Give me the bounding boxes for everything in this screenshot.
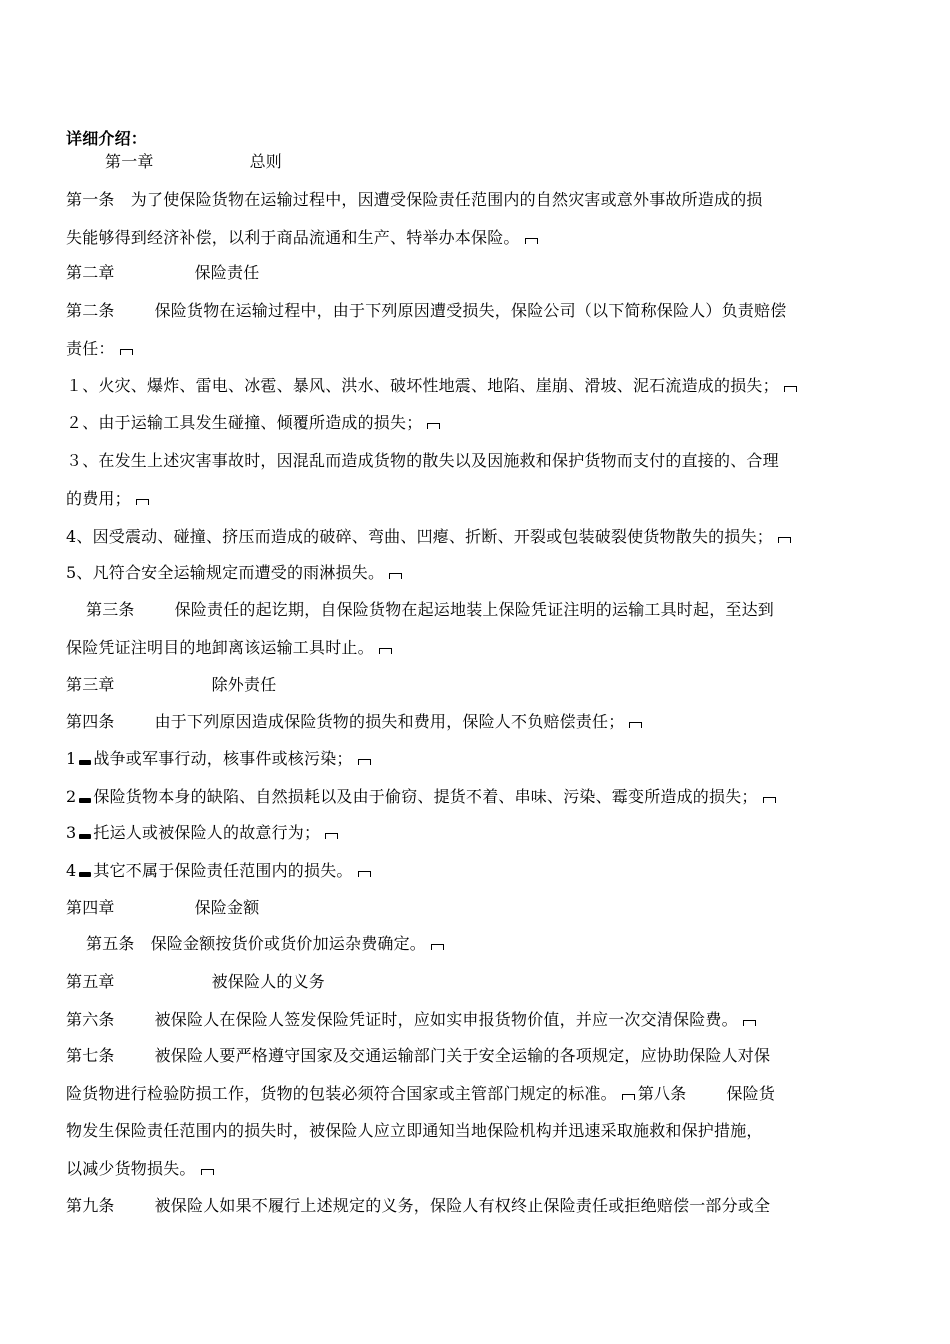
item-text: 保险货物本身的缺陷、自然损耗以及由于偷窃、提货不着、串味、污染、霉变所造成的损失； — [93, 787, 758, 806]
chapter-title: 保险责任 — [194, 263, 260, 282]
paragraph-mark-icon — [762, 794, 777, 804]
item-text: 4、因受震动、碰撞、挤压而造成的破碎、弯曲、凹瘪、折断、开裂或包装破裂使货物散失的损失； — [66, 527, 773, 546]
article-number: 第二条 — [66, 301, 115, 320]
paragraph-text: 以减少货物损失。 — [66, 1159, 196, 1178]
item-number: 3 — [66, 823, 77, 842]
chapter-number: 第二章 — [66, 263, 115, 282]
chapter-title: 保险金额 — [194, 898, 260, 917]
paragraph-text: 责任： — [66, 339, 115, 358]
article-4 — [66, 704, 896, 740]
list-item — [66, 779, 896, 815]
list-item — [66, 368, 896, 404]
article-number: 第四条 — [66, 712, 115, 731]
article-number: 第八条 — [637, 1084, 687, 1103]
chapter-number: 第三章 — [66, 675, 115, 694]
paragraph-mark-icon — [324, 830, 339, 840]
bullet-mark-icon — [79, 834, 91, 839]
item-text: 的费用； — [66, 489, 131, 508]
article-7-line-2 — [66, 1076, 896, 1112]
article-2-line-1 — [66, 293, 896, 329]
bullet-mark-icon — [79, 872, 91, 877]
article-text: 保险货 — [726, 1084, 776, 1103]
article-3-line-2 — [66, 630, 896, 666]
paragraph-text: 失能够得到经济补偿，以利于商品流通和生产、特举办本保险。 — [66, 228, 520, 247]
list-item — [66, 519, 896, 555]
article-text: 被保险人要严格遵守国家及交通运输部门关于安全运输的各项规定，应协助保险人对保 — [154, 1046, 771, 1065]
item-text: 托运人或被保险人的故意行为； — [93, 823, 321, 842]
article-1-line-1: 第一条 为了使保险货物在运输过程中，因遭受保险责任范围内的自然灾害或意外事故所造成的损 — [66, 190, 763, 209]
chapter-number: 第四章 — [66, 898, 115, 917]
list-item — [66, 853, 896, 889]
item-number: 1 — [66, 749, 77, 768]
item-text: 5、凡符合安全运输规定而遭受的雨淋损失。 — [66, 563, 385, 582]
article-7-line-1 — [66, 1038, 896, 1074]
paragraph-mark-icon — [135, 496, 150, 506]
chapter-number: 第一章 — [105, 152, 154, 171]
article-8-line-3 — [66, 1151, 896, 1187]
article-8-line-2: 物发生保险责任范围内的损失时，被保险人应立即通知当地保险机构并迅速采取施救和保护措施， — [66, 1121, 763, 1140]
article-3-line-1 — [66, 592, 896, 628]
list-item — [66, 815, 896, 851]
chapter-title: 被保险人的义务 — [211, 972, 326, 991]
chapter-2-heading — [66, 255, 896, 291]
article-number: 第三条 — [86, 600, 135, 619]
paragraph-mark-icon — [119, 346, 134, 356]
chapter-5-heading — [66, 964, 896, 1000]
chapter-3-heading — [66, 667, 896, 703]
article-text: 被保险人在保险人签发保险凭证时，应如实申报货物价值，并应一次交清保险费。 — [154, 1010, 738, 1029]
article-number: 第六条 — [66, 1010, 115, 1029]
article-text: 保险金额按货价或货价加运杂费确定。 — [150, 934, 427, 953]
paragraph-mark-icon — [628, 719, 643, 729]
paragraph-mark-icon — [742, 1017, 757, 1027]
paragraph-mark-icon — [200, 1166, 215, 1176]
paragraph-mark-icon — [426, 420, 441, 430]
paragraph-text: 保险凭证注明目的地卸离该运输工具时止。 — [66, 638, 374, 657]
bullet-mark-icon — [79, 798, 91, 803]
chapter-4-heading — [66, 890, 896, 926]
article-1-line-2 — [66, 220, 896, 256]
list-item — [66, 555, 896, 591]
list-item — [66, 741, 896, 777]
item-text: ２、由于运输工具发生碰撞、倾覆所造成的损失； — [66, 413, 423, 432]
article-text: 被保险人如果不履行上述规定的义务，保险人有权终止保险责任或拒绝赔偿一部分或全 — [154, 1196, 771, 1215]
article-number: 第七条 — [66, 1046, 115, 1065]
list-item — [66, 405, 896, 441]
article-text: 保险责任的起讫期，自保险货物在起运地装上保险凭证注明的运输工具时起，至达到 — [174, 600, 775, 619]
chapter-1-heading — [66, 144, 896, 180]
article-9-line-1 — [66, 1188, 896, 1224]
item-text: 其它不属于保险责任范围内的损失。 — [93, 861, 353, 880]
list-item-continuation — [66, 481, 896, 517]
chapter-title: 除外责任 — [211, 675, 277, 694]
article-number: 第九条 — [66, 1196, 115, 1215]
article-5 — [66, 926, 896, 962]
paragraph-mark-icon — [378, 645, 393, 655]
paragraph-mark-icon — [524, 235, 539, 245]
item-number: 4 — [66, 861, 77, 880]
item-number: 2 — [66, 787, 77, 806]
paragraph-text: 险货物进行检验防损工作，货物的包装必须符合国家或主管部门规定的标准。 — [66, 1084, 617, 1103]
paragraph-mark-icon — [621, 1091, 636, 1101]
article-6 — [66, 1002, 896, 1038]
intro-heading: 详细介绍： — [66, 129, 148, 148]
paragraph-mark-icon — [357, 756, 372, 766]
bullet-mark-icon — [79, 760, 91, 765]
article-number: 第五条 — [86, 934, 135, 953]
list-item: ３、在发生上述灾害事故时，因混乱而造成货物的散失以及因施救和保护货物而支付的直接的、合理 — [66, 451, 779, 470]
paragraph-mark-icon — [357, 868, 372, 878]
paragraph-mark-icon — [388, 570, 403, 580]
item-text: １、火灾、爆炸、雷电、冰雹、暴风、洪水、破坏性地震、地陷、崖崩、滑坡、泥石流造成的损失； — [66, 376, 779, 395]
chapter-number: 第五章 — [66, 972, 115, 991]
article-2-line-2 — [66, 331, 896, 367]
paragraph-mark-icon — [783, 383, 798, 393]
paragraph-mark-icon — [777, 534, 792, 544]
article-text: 保险货物在运输过程中，由于下列原因遭受损失，保险公司（以下简称保险人）负责赔偿 — [154, 301, 787, 320]
item-text: 战争或军事行动，核事件或核污染； — [93, 749, 353, 768]
chapter-title: 总则 — [249, 152, 283, 171]
paragraph-mark-icon — [430, 941, 445, 951]
article-text: 由于下列原因造成保险货物的损失和费用，保险人不负赔偿责任； — [154, 712, 625, 731]
